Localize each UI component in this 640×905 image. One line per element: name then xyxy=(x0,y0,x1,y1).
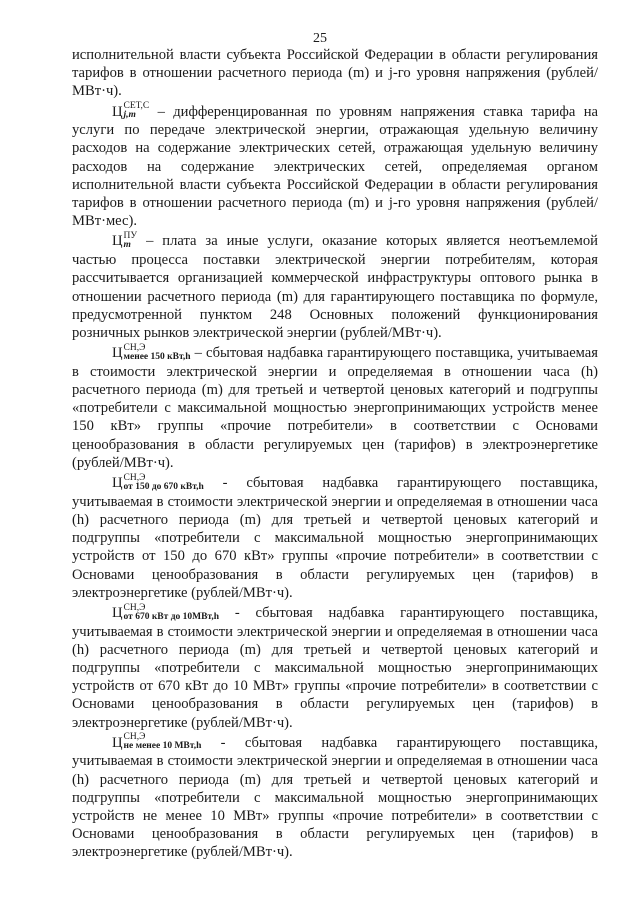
symbol-superscript: СЕТ,С xyxy=(123,101,150,112)
formula-symbol: Ц xyxy=(112,734,123,751)
definition-text: - сбытовая надбавка гарантирующего поставщика, учитываемая в стоимости электрической энергии и определяемая в отношении часа (h) расчетного периода (m) для третьей и четвертой ценовых категорий и подгруппы «потребители с максимальной мощностью энергопринимающих устройств от 670 кВт до 10 МВт» группы «прочие потребители» в соответствии с Основами ценообразования в области регулируемых цен (тарифов) в электроэнергетике (рублей/МВт·ч). xyxy=(72,604,598,731)
intro-paragraph: исполнительной власти субъекта Российской Федерации в области регулирования тарифов в отношении расчетного периода (m) и j-го уровня напряжения (рублей/МВт·ч). xyxy=(72,47,598,100)
definition-text: - сбытовая надбавка гарантирующего поставщика, учитываемая в стоимости электрической энергии и определяемая в отношении часа (h) расчетного периода (m) для третьей и четвертой ценовых категорий и подгруппы «потребители с максимальной мощностью энергопринимающих устройств не менее 10 МВт» группы «прочие потребители» в соответствии с Основами ценообразования в области регулируемых цен (тарифов) в электроэнергетике (рублей/МВт·ч). xyxy=(72,734,598,861)
symbol-subscript: не менее 10 МВт,h xyxy=(123,741,202,752)
symbol-subscript: m xyxy=(123,240,131,251)
definition-text: – дифференцированная по уровням напряжения ставка тарифа на услуги по передаче электрической энергии, отражающая удельную величину расходов на содержание электрических сетей, отражающая удельную величину расходов на содержание электрических сетей, определяемая органом исполнительной власти субъекта Российской Федерации в области регулирования тарифов в отношении расчетного периода (m) и j-го уровня напряжения (рублей/МВт·мес). xyxy=(72,103,598,230)
symbol-indices xyxy=(124,733,202,751)
symbol-subscript: j,m xyxy=(123,110,136,121)
symbol-superscript: СН,Э xyxy=(123,602,146,613)
symbol-indices xyxy=(124,604,220,622)
definition-text: – плата за иные услуги, оказание которых является неотъемлемой частью процесса поставки электрической энергии потребителям, которая рассчитывается организацией коммерческой инфраструктуры оптового рынка в отношении расчетного периода (m) для гарантирующего поставщика по формуле, предусмотренной пунктом 248 Основных положений функционирования розничных рынков электрической энергии (рублей/МВт·ч). xyxy=(72,233,598,341)
symbol-subscript: от 150 до 670 кВт,h xyxy=(123,481,204,492)
formula-symbol: Ц xyxy=(112,345,123,362)
symbol-superscript: ПУ xyxy=(123,231,138,242)
formula-symbol: Ц xyxy=(112,233,123,250)
symbol-subscript: менее 150 кВт,h xyxy=(123,351,191,362)
symbol-indices xyxy=(124,474,204,492)
symbol-indices xyxy=(124,232,138,250)
definition-markup-over-10mw xyxy=(72,734,598,862)
page-number: 25 xyxy=(313,31,327,46)
definition-markup-150-670kw xyxy=(72,474,598,602)
symbol-indices xyxy=(124,344,191,362)
definition-markup-under-150kw xyxy=(72,344,598,472)
symbol-superscript: СН,Э xyxy=(123,342,146,353)
formula-symbol: Ц xyxy=(112,475,123,492)
definition-tariff-rate xyxy=(72,103,598,231)
formula-symbol: Ц xyxy=(112,103,123,120)
definition-text: – сбытовая надбавка гарантирующего поставщика, учитываемая в стоимости электрической энергии и определяемая в отношении часа (h) расчетного периода (m) для третьей и четвертой ценовых категорий и подгруппы «потребители с максимальной мощностью энергопринимающих устройств менее 150 кВт» группы «прочие потребители» в соответствии с Основами ценообразования в области регулируемых цен (тарифов) в электроэнергетике (рублей/МВт·ч). xyxy=(72,345,598,471)
symbol-indices xyxy=(124,102,150,120)
document-body xyxy=(72,46,598,862)
definition-text: - сбытовая надбавка гарантирующего поставщика, учитываемая в стоимости электрической энергии и определяемая в отношении часа (h) расчетного периода (m) для третьей и четвертой ценовых категорий и подгруппы «потребители с максимальной мощностью энергопринимающих устройств от 150 до 670 кВт» группы «прочие потребители» в соответствии с Основами ценообразования в области регулируемых цен (тарифов) в электроэнергетике (рублей/МВт·ч). xyxy=(72,475,598,601)
symbol-superscript: СН,Э xyxy=(123,472,146,483)
symbol-subscript: от 670 кВт до 10МВт,h xyxy=(123,611,220,622)
definition-markup-670kw-10mw xyxy=(72,604,598,732)
formula-symbol: Ц xyxy=(112,604,123,621)
symbol-superscript: СН,Э xyxy=(123,732,146,743)
definition-other-services-fee xyxy=(72,232,598,342)
